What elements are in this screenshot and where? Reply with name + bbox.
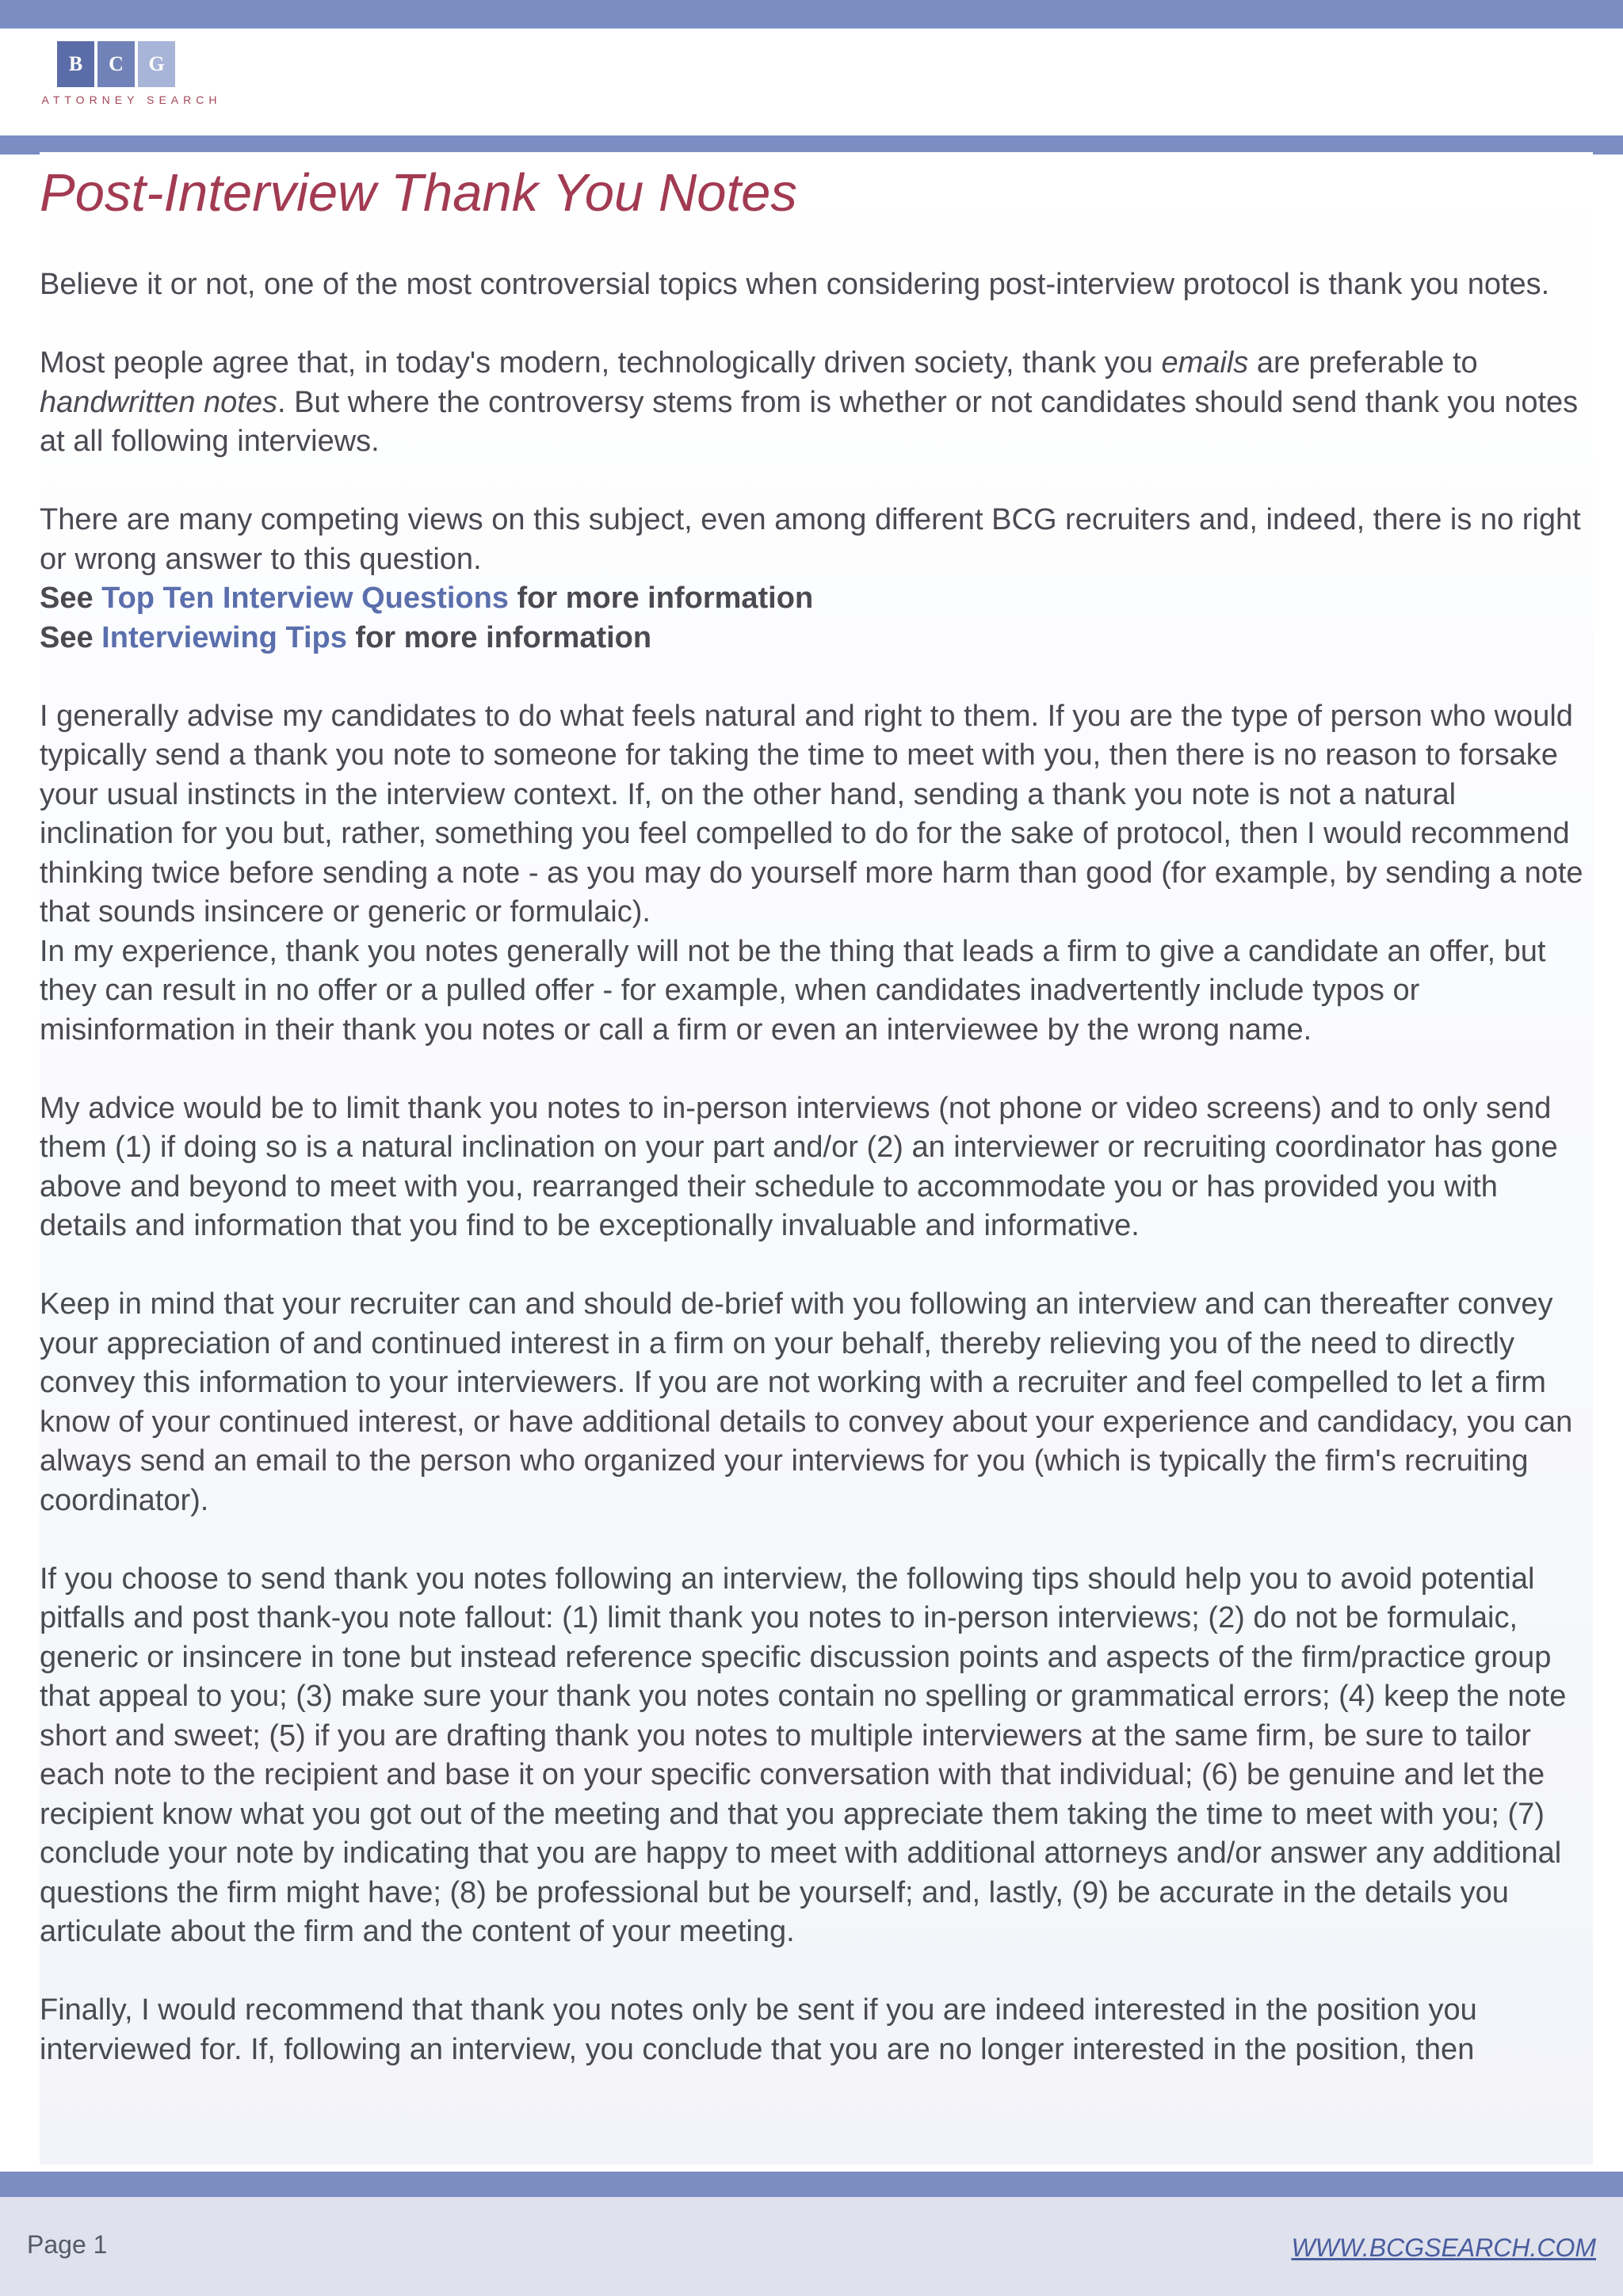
logo-tagline: ATTORNEY SEARCH [41,93,222,106]
logo-letter-b: B [57,41,94,87]
logo-letter-boxes [57,41,175,87]
paragraph-finally: Finally, I would recommend that thank you notes only be sent if you are indeed interested in the position you interviewed for. If, following an interview, you conclude that you are no longer interested in the position, then [40,1993,1477,2066]
footer-accent-bar [0,2172,1623,2197]
see-suffix: for more information [346,620,652,654]
top-ten-interview-questions-link[interactable]: Top Ten Interview Questions [101,582,509,615]
page-title: Post-Interview Thank You Notes [40,163,797,223]
paragraph-experience: In my experience, thank you notes generally will not be the thing that leads a firm to give a candidate an offer, but they can result in no offer or a pulled offer - for example, when candidates inadvertently include typos or misinformation in their thank you notes or call a firm or even an interviewee by the wrong name. [40,934,1546,1047]
paragraph-recruiter: Keep in mind that your recruiter can and should de-brief with you following an interview and can thereafter convey your appreciation of and continued interest in a firm on your behalf, thereby relieving you of the need to directly convey this information to your interviewers. If you are not working with a recruiter and feel compelled to let a firm know of your continued interest, or have additional details to convey about your experience and candidacy, you can always send an email to the person who organized your interviews for you (which is typically the firm's recruiting coordinator). [40,1287,1573,1517]
page-number: Page 1 [27,2230,108,2259]
paragraph-emails [40,344,1593,462]
bcg-logo[interactable] [29,41,235,113]
paragraph-intro: Believe it or not, one of the most controversial topics when considering post-interview protocol is thank you notes. [40,268,1550,301]
emphasis-emails: emails [1161,346,1249,379]
interviewing-tips-link[interactable]: Interviewing Tips [101,620,347,654]
logo-letter-c: C [97,41,135,87]
paragraph-competing-views: There are many competing views on this subject, even among different BCG recruiters and, indeed, there is no right or wrong answer to this question. [40,503,1581,576]
top-accent-bar [0,0,1623,29]
see-also-line [40,619,1593,658]
paragraph-advice-natural: I generally advise my candidates to do what feels natural and right to them. If you are the type of person who would typically send a thank you note to someone for taking the time to meet with you, then there is no reason to forsake your usual instincts in the interview context. If, on the other hand, sending a thank you note is not a natural inclination for you but, rather, something you feel compelled to do for the sake of protocol, then I would recommend thinking twice before sending a note - as you may do yourself more harm than good (for example, by sending a note that sounds insincere or generic or formulaic). [40,699,1583,929]
article-content [40,152,1593,2164]
paragraph-tips: If you choose to send thank you notes following an interview, the following tips should help you to avoid potential pitfalls and post thank-you note fallout: (1) limit thank you notes to in-person interviews; (2) do not be formulaic, generic or insincere in tone but instead reference specific discussion points and aspects of the firm/practice group that appeal to you; (3) make sure your thank you notes contain no spelling or grammatical errors; (4) keep the note short and sweet; (5) if you are drafting thank you notes to multiple interviewers at the same firm, be sure to tailor each note to the recipient and base it on your specific conversation with that individual; (6) be genuine and let the recipient know what you got out of the meeting and that you appreciate them taking the time to meet with you; (7) conclude your note by indicating that you are happy to meet with additional attorneys and/or answer any additional questions the firm might have; (8) be professional but be yourself; and, lastly, (9) be accurate in the details you articulate about the firm and the content of your meeting. [40,1562,1567,1948]
logo-letter-g: G [138,41,175,87]
article-body [40,265,1593,2069]
page-footer [0,2197,1623,2296]
see-also-line [40,579,1593,619]
see-suffix: for more information [508,582,814,615]
paragraph-text: . But where the controversy stems from is whether or not candidates should send thank you notes at all following interviews. [40,385,1579,458]
see-prefix: See [40,582,102,615]
emphasis-handwritten-notes: handwritten notes [40,385,277,419]
paragraph-limit-notes: My advice would be to limit thank you notes to in-person interviews (not phone or video screens) and to only send them (1) if doing so is a natural inclination on your part and/or (2) an interviewer or recruiting coordinator has gone above and beyond to meet with you, rearranged their schedule to accommodate you or has provided you with details and information that you find to be exceptionally invaluable and informative. [40,1091,1558,1242]
paragraph-text: Most people agree that, in today's modern, technologically driven society, thank you [40,346,1162,379]
website-link[interactable]: WWW.BCGSEARCH.COM [1291,2233,1596,2262]
paragraph-text: are preferable to [1248,346,1478,379]
see-prefix: See [40,620,102,654]
